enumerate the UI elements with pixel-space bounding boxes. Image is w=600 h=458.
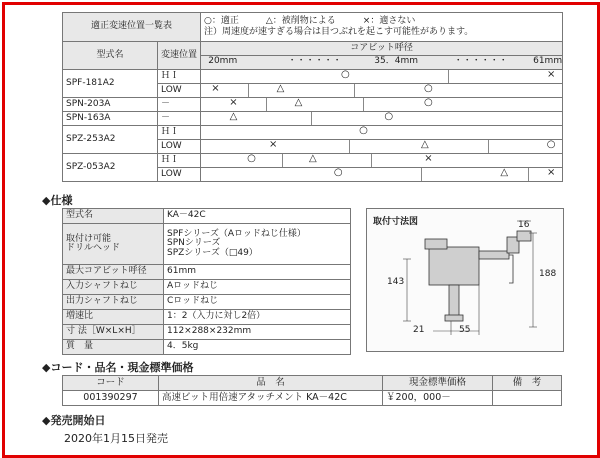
range-divider xyxy=(371,154,372,167)
dim-55-label: 55 xyxy=(459,325,471,335)
spec-label-line: 取付け可能 xyxy=(66,233,112,244)
speed-position: ＨＩ xyxy=(158,70,201,84)
spec-value-line: 61mm xyxy=(167,266,196,277)
suitability-mark: ○ xyxy=(424,97,433,108)
gear-housing xyxy=(479,251,509,259)
range-divider xyxy=(528,168,529,181)
suitability-cell xyxy=(201,112,563,126)
spec-value-line: 1：2（入力に対し2倍） xyxy=(167,311,266,322)
spec-label xyxy=(63,310,164,325)
suitability-cell xyxy=(201,98,563,112)
suitability-mark: △ xyxy=(420,139,429,150)
suitability-mark: ○ xyxy=(384,111,394,122)
suitability-mark: × xyxy=(424,153,433,164)
bit-diameter-scale xyxy=(201,56,563,70)
spec-value xyxy=(164,295,351,310)
code-header: コード xyxy=(63,376,159,391)
dim-21-label: 21 xyxy=(413,325,425,335)
spec-value xyxy=(164,265,351,280)
dimension-drawing-title: 取付寸法図 xyxy=(373,217,419,227)
range-divider xyxy=(354,84,355,97)
suitability-cell xyxy=(201,126,563,140)
spec-label-line: 最大コアビット呼径 xyxy=(66,266,147,277)
spec-label xyxy=(63,280,164,295)
bit-diameter-header: コアビット呼径 xyxy=(201,42,563,56)
spec-value xyxy=(164,280,351,295)
suitability-mark: ○ xyxy=(546,139,556,150)
model-name: SPF-181A2 xyxy=(63,70,158,98)
suitability-mark: ○ xyxy=(247,153,256,164)
suitability-mark: × xyxy=(546,69,556,80)
range-divider xyxy=(248,84,249,97)
spec-value xyxy=(164,224,351,265)
spec-table xyxy=(62,208,351,355)
spec-label-line: 入力シャフトねじ xyxy=(66,281,138,292)
range-divider xyxy=(266,98,267,111)
speed-position: ＨＩ xyxy=(158,126,201,140)
drill-head-body xyxy=(429,247,479,285)
suitability-mark: ○ xyxy=(341,69,350,80)
suitability-mark: ○ xyxy=(424,83,433,94)
range-divider xyxy=(363,98,364,111)
output-chuck xyxy=(445,315,463,321)
scale-dots-right: ・・・・・・ xyxy=(453,56,508,66)
dim-16-label: 16 xyxy=(518,220,530,230)
suitability-cell xyxy=(201,84,563,98)
speed-position: － xyxy=(158,112,201,126)
range-divider xyxy=(349,140,350,153)
spec-value xyxy=(164,209,351,224)
spec-label-line: 型式名 xyxy=(66,210,94,221)
code-price-table xyxy=(62,375,562,406)
model-name: SPZ-253A2 xyxy=(63,126,158,154)
spec-value xyxy=(164,325,351,340)
spec-value-line: KA－42C xyxy=(167,210,206,221)
suitability-cell xyxy=(201,140,563,154)
position-column-header: 変速位置 xyxy=(158,42,201,70)
range-divider xyxy=(488,140,489,153)
matrix-title: 適正変速位置一覧表 xyxy=(63,13,201,42)
suitability-mark: × xyxy=(229,97,238,108)
speed-position-table xyxy=(62,12,563,182)
price-value: ￥200，000－ xyxy=(383,391,493,406)
suitability-mark: × xyxy=(211,83,220,94)
price-header: 現金標準価格 xyxy=(383,376,493,391)
spec-value-line: SPFシリーズ（Aロッドねじ仕様） xyxy=(167,228,306,239)
suitability-mark: △ xyxy=(229,111,238,122)
suitability-cell xyxy=(201,168,563,182)
spec-label-line: ドリルヘッド xyxy=(66,243,121,253)
spec-heading: ◆仕様 xyxy=(42,194,73,207)
spec-label xyxy=(63,295,164,310)
spec-label-line: 増速比 xyxy=(66,311,94,322)
range-divider xyxy=(448,70,449,83)
legend-line-1: ○：適正 △：被削物による ×：適さない xyxy=(204,15,416,26)
output-shaft xyxy=(449,285,459,319)
spec-label-line: 寸 法［W×L×H］ xyxy=(66,326,141,337)
spec-value-line: SPNシリーズ xyxy=(167,238,221,249)
spec-label xyxy=(63,209,164,224)
suitability-cell xyxy=(201,70,563,84)
spec-label-line: 出力シャフトねじ xyxy=(66,296,138,307)
scale-mid: 35．4mm xyxy=(374,56,418,66)
scale-max: 61mm xyxy=(533,56,563,66)
suitability-mark: × xyxy=(546,167,556,178)
suitability-mark: △ xyxy=(276,83,285,94)
product-name-header: 品 名 xyxy=(159,376,383,391)
speed-position: ＨＩ xyxy=(158,154,201,168)
suitability-mark: ○ xyxy=(359,125,368,136)
range-divider xyxy=(421,168,422,181)
dimension-drawing-box xyxy=(366,208,564,352)
remarks-value xyxy=(493,391,562,406)
spec-label xyxy=(63,340,164,355)
spec-value xyxy=(164,340,351,355)
code-value: 001390297 xyxy=(63,391,159,406)
spec-label xyxy=(63,265,164,280)
product-name-value: 高速ビット用倍速アタッチメント KA－42C xyxy=(159,391,383,406)
speed-position: LOW xyxy=(158,84,201,98)
legend-line-2: 注）周速度が速すぎる場合は目つぶれを起こす可能性があります。 xyxy=(204,27,474,37)
code-heading: ◆コード・品名・現金標準価格 xyxy=(42,361,194,374)
top-connector xyxy=(517,231,531,241)
suitability-mark: △ xyxy=(294,97,303,108)
range-divider xyxy=(311,112,312,125)
suitability-mark: △ xyxy=(500,167,509,178)
speed-position: LOW xyxy=(158,168,201,182)
model-name: SPN-163A xyxy=(63,112,158,126)
suitability-mark: △ xyxy=(309,153,317,164)
matrix-legend xyxy=(201,13,563,42)
dim-143-label: 143 xyxy=(387,277,405,287)
dim-188-label: 188 xyxy=(539,269,557,279)
suitability-mark: × xyxy=(269,139,278,150)
suitability-mark: ○ xyxy=(333,167,343,178)
model-column-header: 型式名 xyxy=(63,42,158,70)
spec-label xyxy=(63,325,164,340)
spec-value-line: SPZシリーズ（□49） xyxy=(167,247,258,258)
spec-label-line: 質 量 xyxy=(66,341,94,352)
scale-dots-left: ・・・・・・ xyxy=(287,56,342,66)
spec-value-line: Aロッドねじ xyxy=(167,281,218,292)
remarks-header: 備 考 xyxy=(493,376,562,391)
speed-position: LOW xyxy=(158,140,201,154)
spec-value-line: 112×288×232mm xyxy=(167,326,252,337)
spec-label xyxy=(63,224,164,265)
spec-value xyxy=(164,310,351,325)
spec-value-line: 4．5kg xyxy=(167,341,199,352)
release-date: 2020年1月15日発売 xyxy=(64,432,168,445)
model-name: SPZ-053A2 xyxy=(63,154,158,182)
scale-min: 20mm xyxy=(208,56,238,66)
release-heading: ◆発売開始日 xyxy=(42,414,106,427)
model-name: SPN-203A xyxy=(63,98,158,112)
range-divider xyxy=(282,154,283,167)
speed-position: － xyxy=(158,98,201,112)
input-shaft-block xyxy=(425,239,447,249)
suitability-cell xyxy=(201,154,563,168)
spec-value-line: Cロッドねじ xyxy=(167,296,219,307)
